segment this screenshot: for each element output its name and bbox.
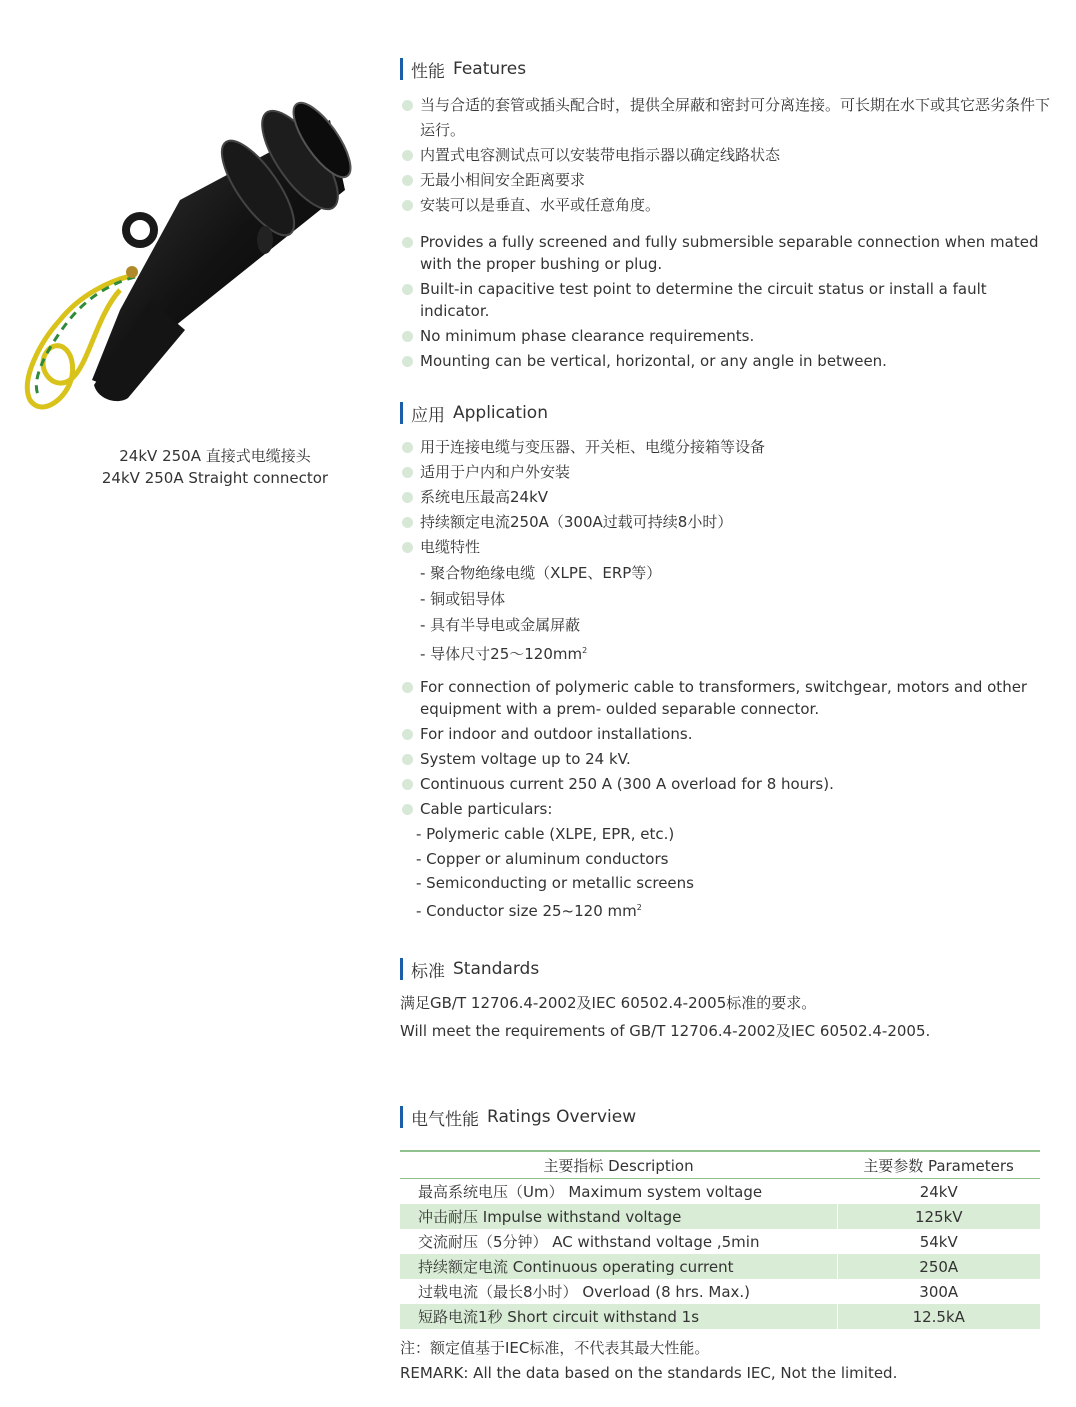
standards-text-en: Will meet the requirements of GB/T 12706.4-2002及IEC 60502.4-2005. <box>400 1022 931 1040</box>
bullet-dot-icon <box>402 804 413 815</box>
row-value: 125kV <box>837 1204 1040 1229</box>
bullet-dot-icon <box>402 284 413 295</box>
bullet-dot-icon <box>402 492 413 503</box>
row-value: 24kV <box>919 1182 958 1201</box>
section-accent-bar <box>400 58 403 80</box>
list-item: - 导体尺寸$25\sim 120mm^2$ <box>420 645 588 663</box>
list-item: For connection of polymeric cable to transformers, switchgear, motors and other equipment with a prem- oulded separable connector. <box>400 675 1055 722</box>
table-row <box>400 1279 1040 1304</box>
application-cn-list <box>400 435 1055 560</box>
list-item: No minimum phase clearance requirements. <box>400 324 1055 349</box>
standards-heading: 标准 Standards <box>400 957 1055 981</box>
bullet-dot-icon <box>402 100 413 111</box>
table-row <box>400 1304 1040 1329</box>
list-item: - Copper or aluminum conductors <box>416 849 669 868</box>
list-item: Built-in capacitive test point to determine the circuit status or install a fault indicator. <box>400 277 1055 324</box>
table-row <box>400 1229 1040 1254</box>
application-en-sublist <box>400 822 1055 923</box>
table-row <box>400 1254 1040 1279</box>
bullet-dot-icon <box>402 542 413 553</box>
bullet-dot-icon <box>402 754 413 765</box>
ratings-table <box>400 1150 1040 1329</box>
row-description: 交流耐压（5分钟） AC withstand voltage ,5min <box>400 1229 837 1254</box>
application-en-list <box>400 675 1055 822</box>
list-item: - Semiconducting or metallic screens <box>416 874 694 892</box>
list-item: 内置式电容测试点可以安装带电指示器以确定线路状态 <box>400 143 1055 168</box>
list-item: 当与合适的套管或插头配合时，提供全屏蔽和密封可分离连接。可长期在水下或其它恶劣条件下运行。 <box>400 93 1055 143</box>
features-heading: 性能 Features <box>400 57 1055 81</box>
bullet-dot-icon <box>402 331 413 342</box>
features-cn-list <box>400 93 1055 218</box>
list-item: Continuous current 250 A (300 A overload for 8 hours). <box>400 772 1055 797</box>
remark-cn: 注：额定值基于IEC标准，不代表其最大性能。 <box>400 1339 710 1357</box>
bullet-dot-icon <box>402 467 413 478</box>
list-item: 系统电压最高24kV <box>400 485 1055 510</box>
standards-text-cn: 满足GB/T 12706.4-2002及IEC 60502.4-2005标准的要求。 <box>400 994 817 1012</box>
row-description: 持续额定电流 Continuous operating current <box>400 1254 837 1279</box>
column-header-description: 主要指标 Description <box>400 1151 837 1179</box>
row-description: 冲击耐压 Impulse withstand voltage <box>400 1204 837 1229</box>
list-item: - Polymeric cable (XLPE, EPR, etc.) <box>416 825 675 843</box>
bullet-dot-icon <box>402 779 413 790</box>
list-item: - 聚合物绝缘电缆（XLPE、ERP等） <box>420 564 662 582</box>
list-item: Provides a fully screened and fully submersible separable connection when mated with the proper bushing or plug. <box>400 230 1055 277</box>
bullet-dot-icon <box>402 729 413 740</box>
application-heading: 应用 Application <box>400 401 1055 425</box>
list-item: 无最小相间安全距离要求 <box>400 168 1055 193</box>
features-section <box>400 57 1055 374</box>
list-item: - 铜或铝导体 <box>420 590 506 608</box>
bullet-dot-icon <box>402 682 413 693</box>
ratings-heading: 电气性能 Ratings Overview <box>400 1105 1055 1129</box>
row-description: 短路电流1秒 Short circuit withstand 1s <box>400 1304 837 1329</box>
list-item: Cable particulars: <box>400 797 1055 822</box>
list-item: For indoor and outdoor installations. <box>400 722 1055 747</box>
features-en-list <box>400 230 1055 374</box>
table-row <box>400 1179 1040 1205</box>
application-section <box>400 401 1055 923</box>
section-accent-bar <box>400 402 403 424</box>
bullet-dot-icon <box>402 175 413 186</box>
list-item: 适用于户内和户外安装 <box>400 460 1055 485</box>
list-item: Mounting can be vertical, horizontal, or any angle in between. <box>400 349 1055 374</box>
application-cn-sublist <box>400 560 1055 667</box>
bullet-dot-icon <box>402 150 413 161</box>
list-item: 安装可以是垂直、水平或任意角度。 <box>400 193 1055 218</box>
column-header-parameters: 主要参数 Parameters <box>837 1151 1040 1179</box>
row-value: 12.5kA <box>837 1304 1040 1329</box>
bullet-dot-icon <box>402 237 413 248</box>
row-value: 300A <box>919 1282 959 1301</box>
remark-en: REMARK: All the data based on the standards IEC, Not the limited. <box>400 1364 898 1382</box>
standards-section <box>400 957 1055 1045</box>
bullet-dot-icon <box>402 356 413 367</box>
product-caption-cn: 24kV 250A 直接式电缆接头 <box>119 447 311 465</box>
connector-product-image <box>0 80 400 420</box>
section-accent-bar <box>400 958 403 980</box>
list-item: - Conductor size 25~120 $mm^2$ <box>416 901 642 920</box>
row-description: 过载电流（最长8小时） Overload (8 hrs. Max.) <box>400 1279 837 1304</box>
row-value: 250A <box>837 1254 1040 1279</box>
row-value: 54kV <box>919 1232 958 1251</box>
table-row <box>400 1204 1040 1229</box>
row-description: 最高系统电压（Um） Maximum system voltage <box>400 1179 837 1205</box>
bullet-dot-icon <box>402 200 413 211</box>
section-accent-bar <box>400 1106 403 1128</box>
list-item: - 具有半导电或金属屏蔽 <box>420 616 581 634</box>
list-item: System voltage up to 24 kV. <box>400 747 1055 772</box>
bullet-dot-icon <box>402 442 413 453</box>
bullet-dot-icon <box>402 517 413 528</box>
ratings-section <box>400 1105 1055 1129</box>
table-header-row <box>400 1151 1040 1179</box>
list-item: 电缆特性 <box>400 535 1055 560</box>
list-item: 持续额定电流250A（300A过载可持续8小时） <box>400 510 1055 535</box>
list-item: 用于连接电缆与变压器、开关柜、电缆分接箱等设备 <box>400 435 1055 460</box>
product-caption-en: 24kV 250A Straight connector <box>101 469 329 487</box>
